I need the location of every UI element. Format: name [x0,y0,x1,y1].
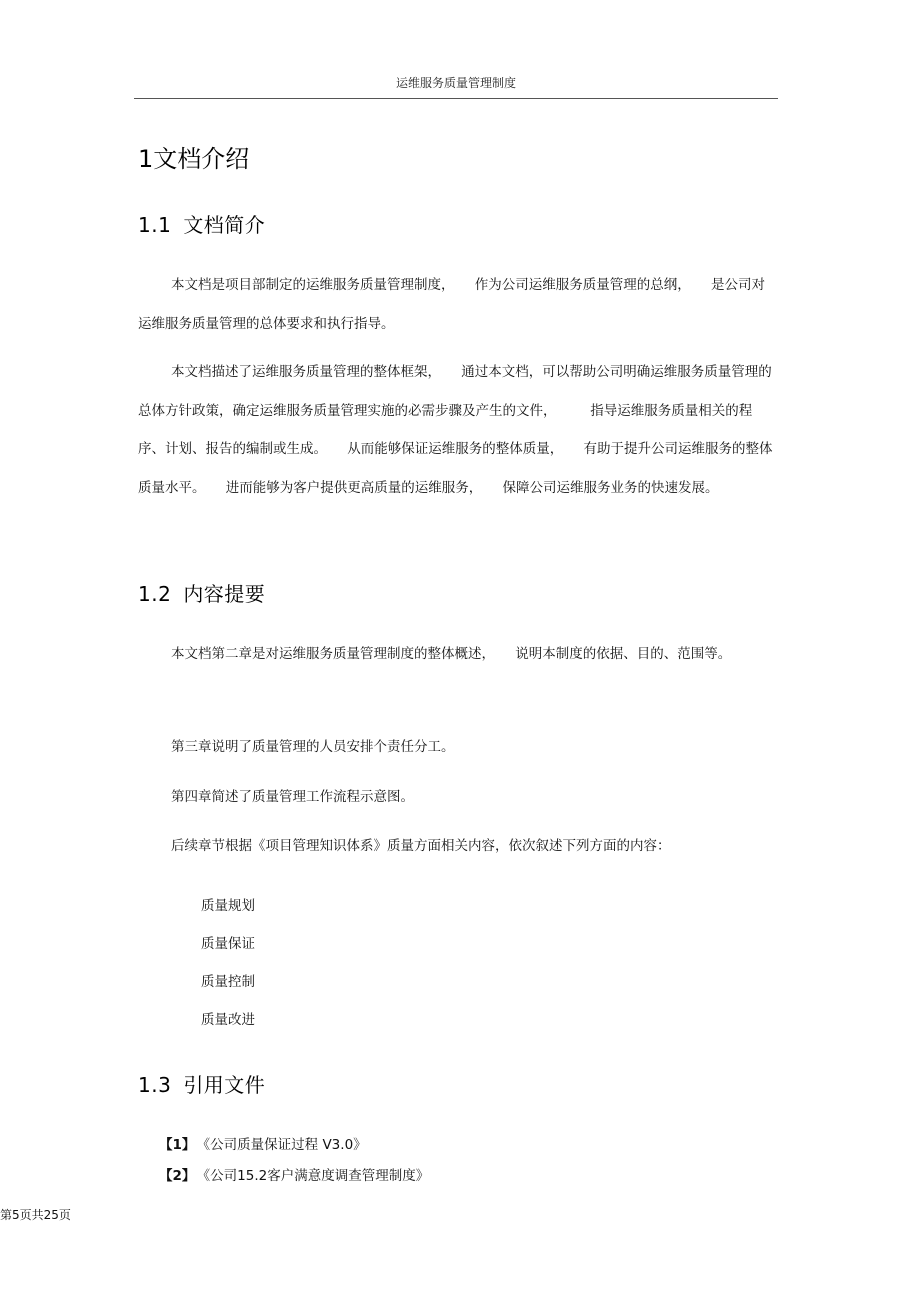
reference-item [159,1133,367,1153]
section-heading-1-3 [138,1069,265,1098]
page-header: 运维服务质量管理制度 [395,76,516,90]
summary-line-chapter-4: 第四章简述了质量管理工作流程示意图。 [171,789,414,805]
reference-number: 【2】 [159,1168,196,1184]
reference-item [159,1164,429,1184]
paragraph-summary-1: 本文档第二章是对运维服务质量管理制度的整体概述， 说明本制度的依据、目的、范围等。 [171,646,732,662]
list-item: 质量控制 [201,974,255,990]
section-heading-1-1 [138,209,265,238]
header-divider [134,98,778,99]
reference-title: 《公司15.2客户满意度调查管理制度》 [203,1168,430,1184]
paragraph-intro-1: 本文档是项目部制定的运维服务质量管理制度， 作为公司运维服务质量管理的总纲， 是公司对运维服务质量管理的总体要求和执行指导。 [138,277,765,332]
section-number: 1.2 [138,582,172,606]
section-heading-1-2 [138,578,265,607]
list-item: 质量规划 [201,898,255,914]
section-title: 内容提要 [183,582,266,606]
summary-line-chapter-3: 第三章说明了质量管理的人员安排个责任分工。 [171,739,455,755]
page-footer: 第5页共25页 [0,1208,71,1222]
section-title: 文档简介 [183,213,266,237]
summary-line-following: 后续章节根据《项目管理知识体系》质量方面相关内容，依次叙述下列方面的内容： [171,838,671,854]
reference-title: 《公司质量保证过程 V3.0》 [203,1137,367,1153]
section-number: 1.1 [138,213,172,237]
reference-number: 【1】 [159,1137,196,1153]
list-item: 质量保证 [201,936,255,952]
list-item: 质量改进 [201,1012,255,1028]
chapter-title: 1文档介绍 [138,145,250,173]
paragraph-intro-2: 本文档描述了运维服务质量管理的整体框架， 通过本文档，可以帮助公司明确运维服务质量管理的总体方针政策，确定运维服务质量管理实施的必需步骤及产生的文件， 指导运维服务质量相关的程序、计划、报告的编制或生成。 从而能够保证运维服务的整体质量， 有助于提升公司运维服务的整体质量水平。 进而能够为客户提供更高质量的运维服务， 保障公司运维服务业务的快速发展。 [138,364,773,496]
section-number: 1.3 [138,1073,172,1097]
section-title: 引用文件 [183,1073,266,1097]
